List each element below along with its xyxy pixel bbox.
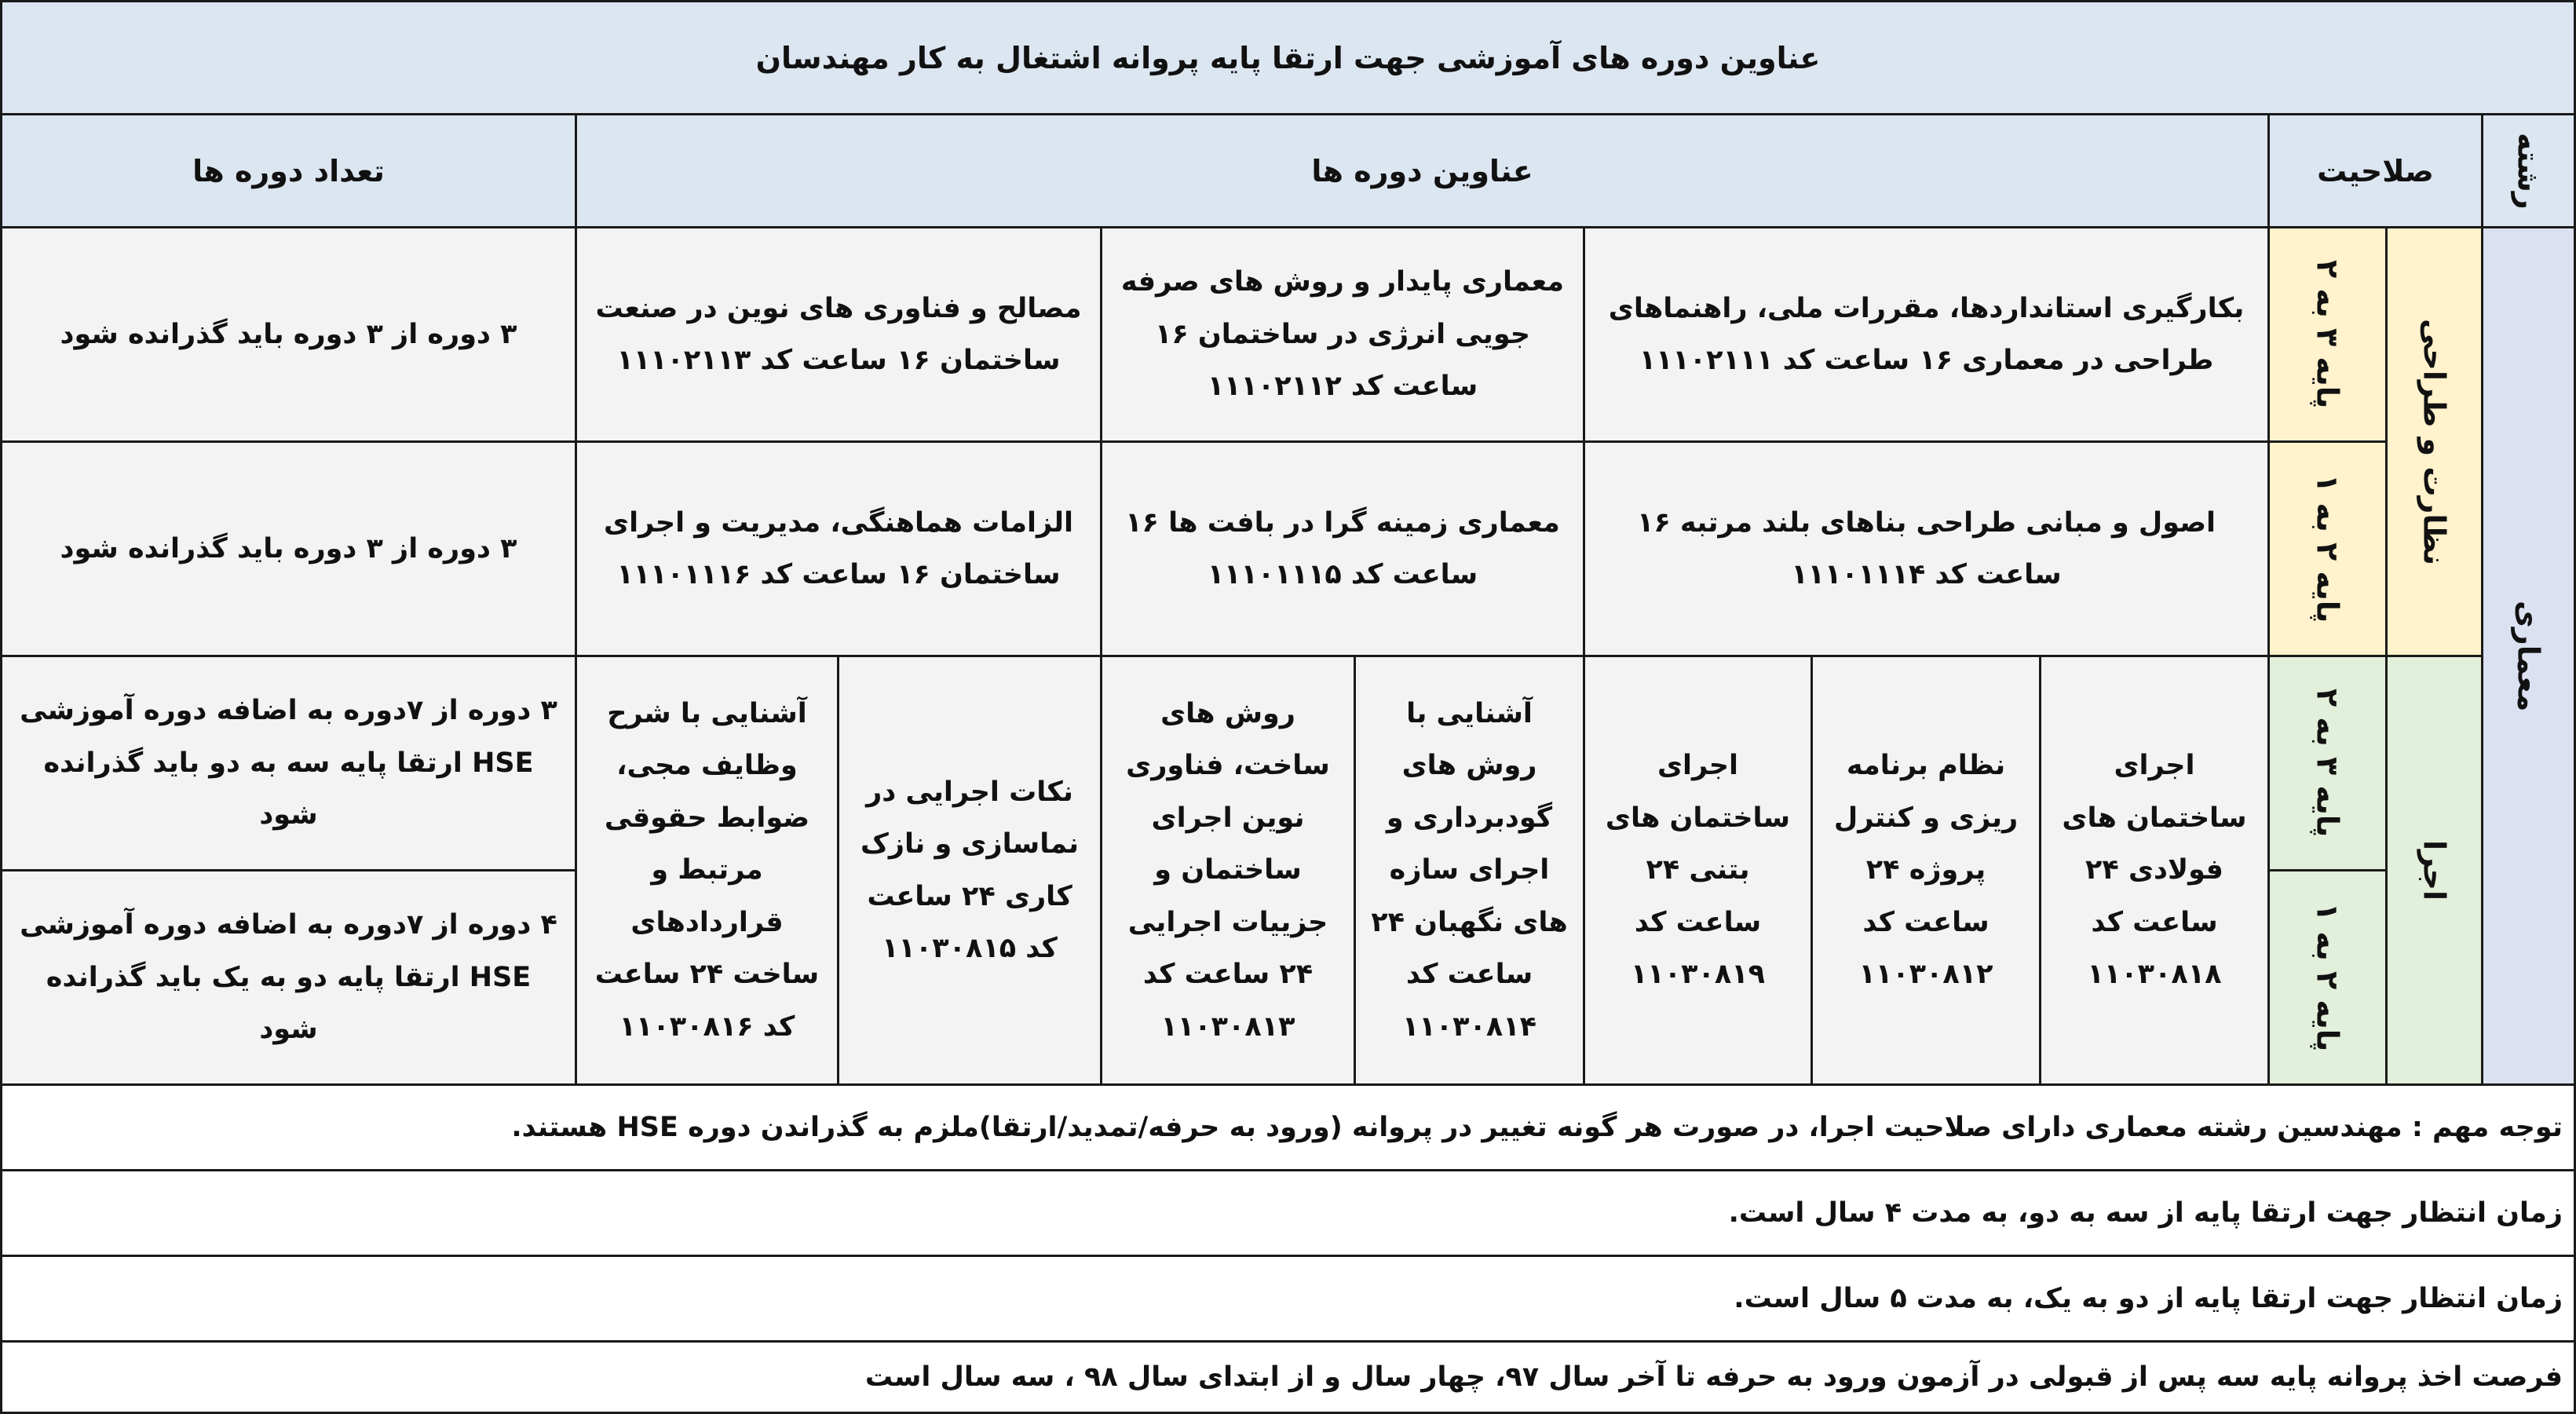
header-course-count: تعداد دوره ها [0, 113, 577, 228]
level-execution-2to1: پایه ۲ به ۱ [2267, 869, 2388, 1086]
note-license-deadline: فرصت اخذ پروانه پایه سه پس از قبولی در آزمون ورود به حرفه تا آخر سال ۹۷، چهار سال و از ابتدای سال ۹۸ ، سه سال است [0, 1340, 2576, 1414]
note-wait-2to1: زمان انتظار جهت ارتقا پایه از دو به یک، به مدت ۵ سال است. [0, 1255, 2576, 1343]
competency-execution: اجرا [2385, 655, 2483, 1086]
header-competency: صلاحیت [2267, 113, 2483, 228]
level-execution-3to2: پایه ۳ به ۲ [2267, 655, 2388, 871]
course-design-3to2-3: مصالح و فناوری های نوین در صنعت ساختمان ۱۶ ساعت کد ۱۱۱۰۲۱۱۳ [575, 226, 1102, 443]
competency-design-supervision: نظارت و طراحی [2385, 226, 2483, 657]
note-important: توجه مهم : مهندسین رشته معماری دارای صلاحیت اجرا، در صورت هر گونه تغییر در پروانه (ورود به حرفه/تمدید/ارتقا)ملزم به گذراندن دوره HSE هستند. [0, 1083, 2576, 1171]
count-execution-2to1: ۴ دوره از ۷دوره به اضافه دوره آموزشی HSE ارتقا پایه دو به یک باید گذرانده شود [0, 869, 577, 1086]
header-field: رشته [2481, 113, 2576, 228]
course-execution-2: نظام برنامه ریزی و کنترل پروژه ۲۴ ساعت کد ۱۱۰۳۰۸۱۲ [1811, 655, 2041, 1086]
course-execution-6: نکات اجرایی در نماسازی و نازک کاری ۲۴ ساعت کد ۱۱۰۳۰۸۱۵ [837, 655, 1102, 1086]
course-execution-1: اجرای ساختمان های فولادی ۲۴ ساعت کد ۱۱۰۳۰۸۱۸ [2039, 655, 2270, 1086]
course-design-2to1-1: اصول و مبانی طراحی بناهای بلند مرتبه ۱۶ ساعت کد ۱۱۱۰۱۱۱۴ [1583, 440, 2270, 657]
course-execution-7: آشنایی با شرح وظایف مجی، ضوابط حقوقی مرتبط و قراردادهای ساخت ۲۴ ساعت کد ۱۱۰۳۰۸۱۶ [575, 655, 839, 1086]
course-execution-4: آشنایی با روش های گودبرداری و اجرای سازه های نگهبان ۲۴ ساعت کد ۱۱۰۳۰۸۱۴ [1354, 655, 1585, 1086]
field-architecture: معماری [2481, 226, 2576, 1086]
course-design-2to1-3: الزامات هماهنگی، مدیریت و اجرای ساختمان ۱۶ ساعت کد ۱۱۱۰۱۱۱۶ [575, 440, 1102, 657]
course-design-3to2-1: بکارگیری استانداردها، مقررات ملی، راهنماهای طراحی در معماری ۱۶ ساعت کد ۱۱۱۰۲۱۱۱ [1583, 226, 2270, 443]
header-course-titles: عناوین دوره ها [575, 113, 2270, 228]
count-execution-3to2: ۳ دوره از ۷دوره به اضافه دوره آموزشی HSE ارتقا پایه سه به دو باید گذرانده شود [0, 655, 577, 871]
count-design-2to1: ۳ دوره از ۳ دوره باید گذرانده شود [0, 440, 577, 657]
level-design-3to2: پایه ۳ به ۲ [2267, 226, 2388, 443]
course-design-2to1-2: معماری زمینه گرا در بافت ها ۱۶ ساعت کد ۱۱۱۰۱۱۱۵ [1100, 440, 1585, 657]
course-execution-3: اجرای ساختمان های بتنی ۲۴ ساعت کد ۱۱۰۳۰۸۱۹ [1583, 655, 1813, 1086]
course-design-3to2-2: معماری پایدار و روش های صرفه جویی انرژی در ساختمان ۱۶ ساعت کد ۱۱۱۰۲۱۱۲ [1100, 226, 1585, 443]
note-wait-3to2: زمان انتظار جهت ارتقا پایه از سه به دو، به مدت ۴ سال است. [0, 1169, 2576, 1257]
table-title: عناوین دوره های آموزشی جهت ارتقا پایه پروانه اشتغال به کار مهندسان [0, 0, 2576, 115]
level-design-2to1: پایه ۲ به ۱ [2267, 440, 2388, 657]
course-execution-5: روش های ساخت، فناوری نوین اجرای ساختمان و جزییات اجرایی ۲۴ ساعت کد ۱۱۰۳۰۸۱۳ [1100, 655, 1356, 1086]
count-design-3to2: ۳ دوره از ۳ دوره باید گذرانده شود [0, 226, 577, 443]
